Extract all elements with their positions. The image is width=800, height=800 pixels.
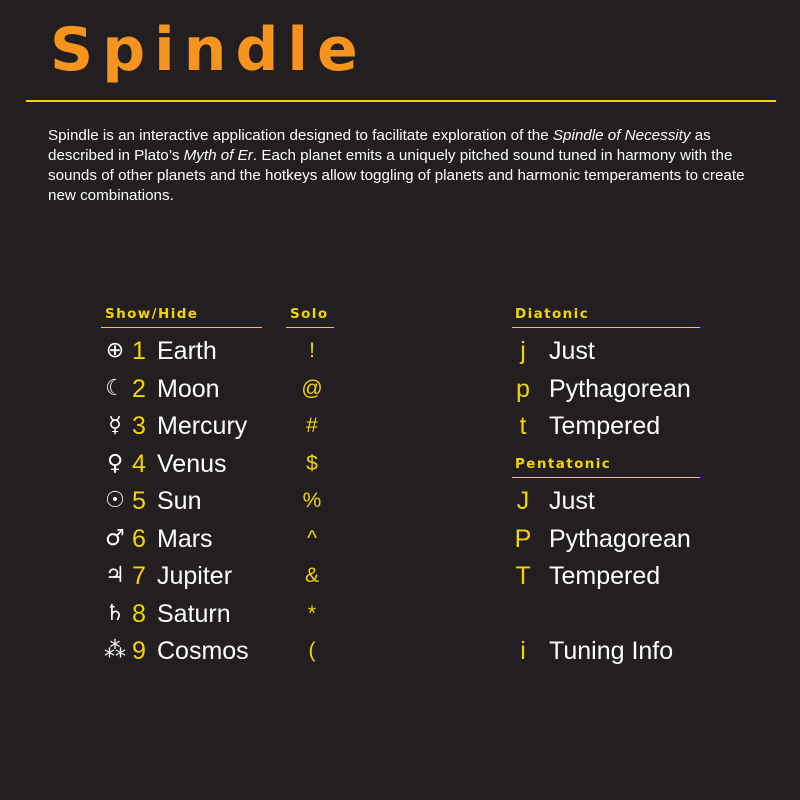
tuning-info-label: Tuning Info <box>549 637 674 665</box>
tuning-label: Tempered <box>549 562 661 590</box>
solo-hotkey[interactable]: # <box>306 414 318 437</box>
solo-hotkey[interactable]: & <box>304 564 319 587</box>
app-title: Spindle <box>50 15 367 85</box>
tuning-info-hotkey: i <box>520 637 526 665</box>
planet-row-moon[interactable] <box>100 374 400 411</box>
show-hide-rule <box>101 327 262 328</box>
planet-name: Mars <box>157 524 213 553</box>
tuning-hotkey: J <box>516 487 530 515</box>
planet-name: Cosmos <box>157 637 249 665</box>
tuning-label: Pythagorean <box>549 374 691 403</box>
planet-row-mercury[interactable] <box>100 411 400 448</box>
pentatonic-rule <box>512 477 700 478</box>
planet-name: Jupiter <box>157 562 233 590</box>
planet-row-sun[interactable] <box>100 486 400 523</box>
tuning-hotkey: T <box>515 562 531 590</box>
diatonic-rule <box>512 327 700 328</box>
tuning-hotkey: t <box>519 412 527 440</box>
solo-hotkey[interactable]: % <box>302 489 322 512</box>
tuning-hotkey: j <box>520 337 526 365</box>
intro-myth-of-er: Myth of Er <box>183 147 253 164</box>
jupiter-icon: ♃ <box>105 563 125 588</box>
planet-hotkey: 1 <box>132 337 146 365</box>
tuning-label: Just <box>549 337 595 365</box>
planet-row-mars[interactable] <box>100 524 400 561</box>
mars-icon: ♂ <box>105 525 125 551</box>
planet-row-cosmos[interactable] <box>100 636 400 673</box>
sun-icon: ☉ <box>105 488 125 513</box>
solo-hotkey[interactable]: ^ <box>307 526 317 550</box>
planet-hotkey: 5 <box>132 487 146 515</box>
diatonic-header: Diatonic <box>515 306 590 322</box>
solo-hotkey[interactable]: @ <box>301 376 323 400</box>
pentatonic-pythagorean-option[interactable] <box>512 524 772 561</box>
intro-spindle-of-necessity: Spindle of Necessity <box>552 127 691 144</box>
intro-text-2: as described in Plato’s <box>48 127 711 164</box>
tuning-label: Pythagorean <box>549 524 691 553</box>
intro-paragraph <box>48 126 768 206</box>
solo-hotkey[interactable]: ( <box>308 639 316 662</box>
planet-name: Sun <box>157 487 202 515</box>
mercury-icon: ☿ <box>108 413 122 438</box>
planet-row-venus[interactable] <box>100 449 400 486</box>
intro-text-3: . Each planet emits a uniquely pitched sound tuned in harmony with the sounds of other planets and the hotkeys allow toggling of planets and harmonic temperaments to create new combinations. <box>48 147 745 204</box>
solo-hotkey[interactable]: * <box>307 601 317 625</box>
planet-hotkey: 2 <box>132 374 146 403</box>
diatonic-pythagorean-option[interactable] <box>512 374 772 411</box>
planet-hotkey: 7 <box>132 562 146 590</box>
planet-row-saturn[interactable] <box>100 599 400 636</box>
pentatonic-tempered-option[interactable] <box>512 561 772 598</box>
show-hide-header: Show/Hide <box>105 306 199 322</box>
solo-hotkey[interactable]: $ <box>306 451 318 475</box>
diatonic-tempered-option[interactable] <box>512 411 772 448</box>
cosmos-icon: ⁂ <box>104 638 126 663</box>
planet-row-earth[interactable] <box>100 336 400 373</box>
solo-header: Solo <box>290 306 329 322</box>
intro-text-1: Spindle is an interactive application designed to facilitate exploration of the <box>48 127 553 144</box>
tuning-info-option[interactable] <box>512 636 772 673</box>
tuning-hotkey: p <box>516 374 530 403</box>
moon-icon: ☾ <box>105 375 125 401</box>
planet-name: Earth <box>157 337 217 365</box>
planet-name: Saturn <box>157 599 231 628</box>
earth-icon: ⊕ <box>105 338 125 363</box>
venus-icon: ♀ <box>106 450 124 476</box>
pentatonic-just-option[interactable] <box>512 486 772 523</box>
planet-hotkey: 3 <box>132 412 146 440</box>
pentatonic-header: Pentatonic <box>515 456 612 472</box>
planet-name: Mercury <box>157 412 248 440</box>
tuning-hotkey: P <box>514 524 532 553</box>
planet-name: Moon <box>157 374 220 403</box>
solo-rule <box>286 327 334 328</box>
planet-hotkey: 4 <box>132 449 146 478</box>
planet-row-jupiter[interactable] <box>100 561 400 598</box>
planet-hotkey: 9 <box>132 637 146 665</box>
title-divider <box>26 100 776 102</box>
saturn-icon: ♄ <box>105 600 125 626</box>
diatonic-just-option[interactable] <box>512 336 772 373</box>
tuning-label: Tempered <box>549 412 661 440</box>
tuning-label: Just <box>549 487 595 515</box>
planet-name: Venus <box>157 449 227 478</box>
planet-hotkey: 6 <box>132 524 146 553</box>
solo-hotkey[interactable]: ! <box>309 339 315 362</box>
planet-hotkey: 8 <box>132 599 146 628</box>
